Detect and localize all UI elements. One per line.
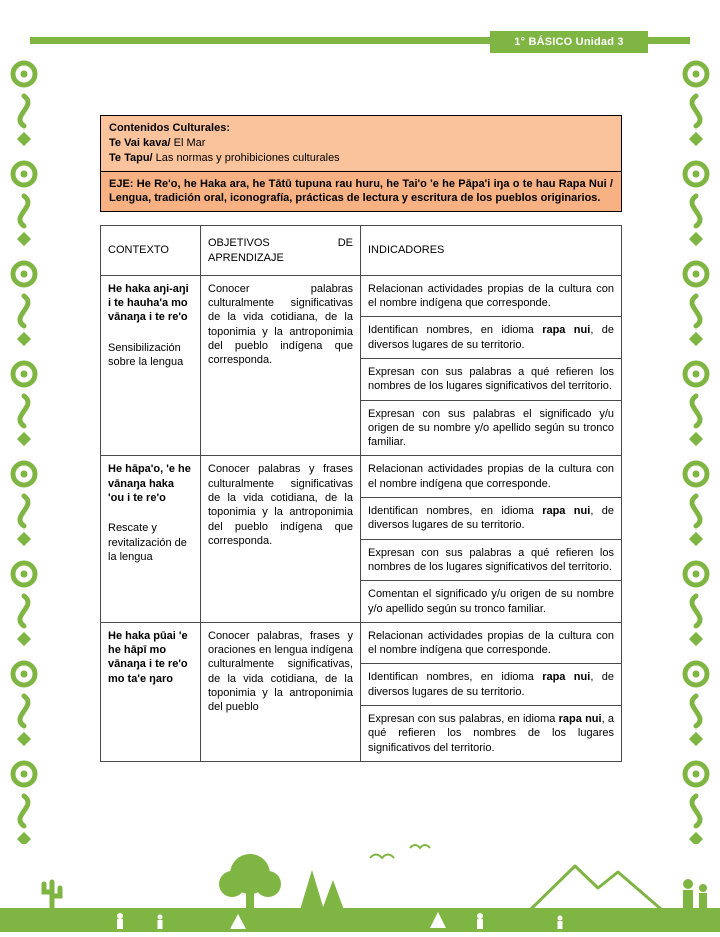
indicator-cell bbox=[361, 498, 622, 540]
tribal-pattern-left-icon bbox=[4, 54, 44, 844]
objetivos-column-header: OBJETIVOS DE APRENDIZAJE bbox=[201, 226, 361, 276]
indicator-cell bbox=[361, 275, 622, 317]
indicator-text: Expresan con sus palabras, en idioma bbox=[368, 713, 559, 726]
context-note: Sensibilización sobre la lengua bbox=[108, 341, 184, 368]
cultural-content-item bbox=[109, 151, 613, 166]
cultural-content-item bbox=[109, 136, 613, 151]
context-note: Rescate y revitalización de la lengua bbox=[108, 522, 187, 563]
cultural-contents-title: Contenidos Culturales: bbox=[109, 122, 231, 134]
cultural-content-term: Te Tapu/ bbox=[109, 151, 153, 164]
table-row bbox=[101, 456, 622, 498]
table-row bbox=[101, 275, 622, 317]
cultural-content-translation: El Mar bbox=[170, 136, 206, 149]
indicator-bold-text: rapa nui bbox=[542, 671, 591, 684]
tribal-pattern-right-icon bbox=[676, 54, 716, 844]
unit-badge: 1° BÁSICO Unidad 3 bbox=[490, 31, 648, 53]
decorative-bottom-landscape bbox=[0, 832, 720, 932]
indicator-cell bbox=[361, 317, 622, 359]
column-header-row bbox=[101, 226, 622, 276]
round-tree-icon bbox=[219, 854, 281, 910]
indicator-cell bbox=[361, 706, 622, 762]
indicator-text: Expresan con sus palabras a qué refieren los nombres de los lugares significativos del territorio. bbox=[368, 546, 614, 573]
indicator-text: Expresan con sus palabras el significado y/u origen de su nombre y/o apellido según su tronco familiar. bbox=[368, 407, 614, 449]
indicator-cell bbox=[361, 539, 622, 581]
indicator-cell bbox=[361, 664, 622, 706]
indicator-text: , de diversos lugares de su territorio. bbox=[368, 324, 614, 351]
indicator-text: Identifican nombres, en idioma bbox=[368, 671, 543, 684]
indicator-text: Relacionan actividades propias de la cultura con el nombre indígena que corresponde. bbox=[368, 282, 614, 310]
indicator-text: , a qué refieren los nombres de los lugares significativos del territorio. bbox=[368, 713, 614, 754]
context-cell bbox=[101, 275, 201, 456]
context-cell bbox=[101, 622, 201, 761]
mountains-icon bbox=[530, 866, 662, 910]
indicator-text: , de diversos lugares de su territorio. bbox=[368, 671, 614, 698]
indicator-text: Relacionan actividades propias de la cultura con el nombre indígena que corresponde. bbox=[368, 463, 614, 490]
curriculum-table bbox=[100, 225, 622, 762]
indicator-text: Expresan con sus palabras a qué refieren los nombres de los lugares significativos del territorio. bbox=[368, 366, 614, 393]
pine-tree-icon bbox=[322, 880, 344, 910]
cultural-content-term: Te Vai kava/ bbox=[109, 136, 171, 149]
cultural-contents-header bbox=[100, 115, 622, 172]
cultural-content-translation: Las normas y prohibiciones culturales bbox=[152, 151, 340, 164]
objective-cell: Conocer palabras, frases y oraciones en lengua indígena culturalmente significativas, de la vida cotidiana, de la toponimia y la antroponimia del pueblo bbox=[201, 622, 361, 761]
objective-cell: Conocer palabras culturalmente significativas de la vida cotidiana, de la toponimia y la antroponimia del pueblo indígena que corresponda. bbox=[201, 275, 361, 456]
context-cell bbox=[101, 456, 201, 622]
people-icon bbox=[683, 879, 707, 910]
cactus-icon bbox=[44, 882, 60, 910]
bird-icon bbox=[370, 855, 394, 859]
indicator-cell bbox=[361, 456, 622, 498]
context-title: He haka aŋi-aŋi i te hauha'a mo vānaŋa i te re'o bbox=[108, 282, 189, 324]
indicator-bold-text: rapa nui bbox=[542, 505, 591, 518]
indicator-bold-text: rapa nui bbox=[558, 713, 602, 726]
contexto-column-header: CONTEXTO bbox=[101, 226, 201, 276]
context-title: He hāpa'o, 'e he vānaŋa haka 'ou i te re'o bbox=[108, 463, 191, 505]
context-title: He haka pūai 'e he hāpī mo vānaŋa i te re'o mo ta'e ŋaro bbox=[108, 629, 188, 685]
indicator-cell bbox=[361, 400, 622, 456]
eje-header: EJE: He Re'o, he Haka ara, he Tātū tupuna rau huru, he Tai'o 'e he Pāpa'i iŋa o te hau Rapa Nui / Lengua, tradición oral, iconografía, prácticas de lectura y escritura de los pueblos originarios. bbox=[100, 172, 622, 213]
bird-icon bbox=[410, 845, 430, 848]
indicator-cell bbox=[361, 622, 622, 664]
objective-cell: Conocer palabras y frases culturalmente significativas de la vida cotidiana, de la toponimia y la antroponimia del pueblo indígena que corresponda. bbox=[201, 456, 361, 622]
indicator-cell bbox=[361, 359, 622, 401]
indicator-text: Identifican nombres, en idioma bbox=[368, 505, 543, 518]
curriculum-document bbox=[100, 115, 622, 762]
pine-tree-icon bbox=[300, 870, 324, 910]
indicator-text: Relacionan actividades propias de la cultura con el nombre indígena que corresponde. bbox=[368, 629, 614, 657]
indicator-text: Comentan el significado y/u origen de su nombre y/o apellido según su tronco familiar. bbox=[368, 588, 614, 615]
table-row bbox=[101, 622, 622, 664]
indicator-cell bbox=[361, 581, 622, 623]
indicator-text: , de diversos lugares de su territorio. bbox=[368, 505, 614, 532]
indicator-bold-text: rapa nui bbox=[542, 324, 591, 337]
indicator-text: Identifican nombres, en idioma bbox=[368, 324, 543, 337]
indicadores-column-header: INDICADORES bbox=[361, 226, 622, 276]
